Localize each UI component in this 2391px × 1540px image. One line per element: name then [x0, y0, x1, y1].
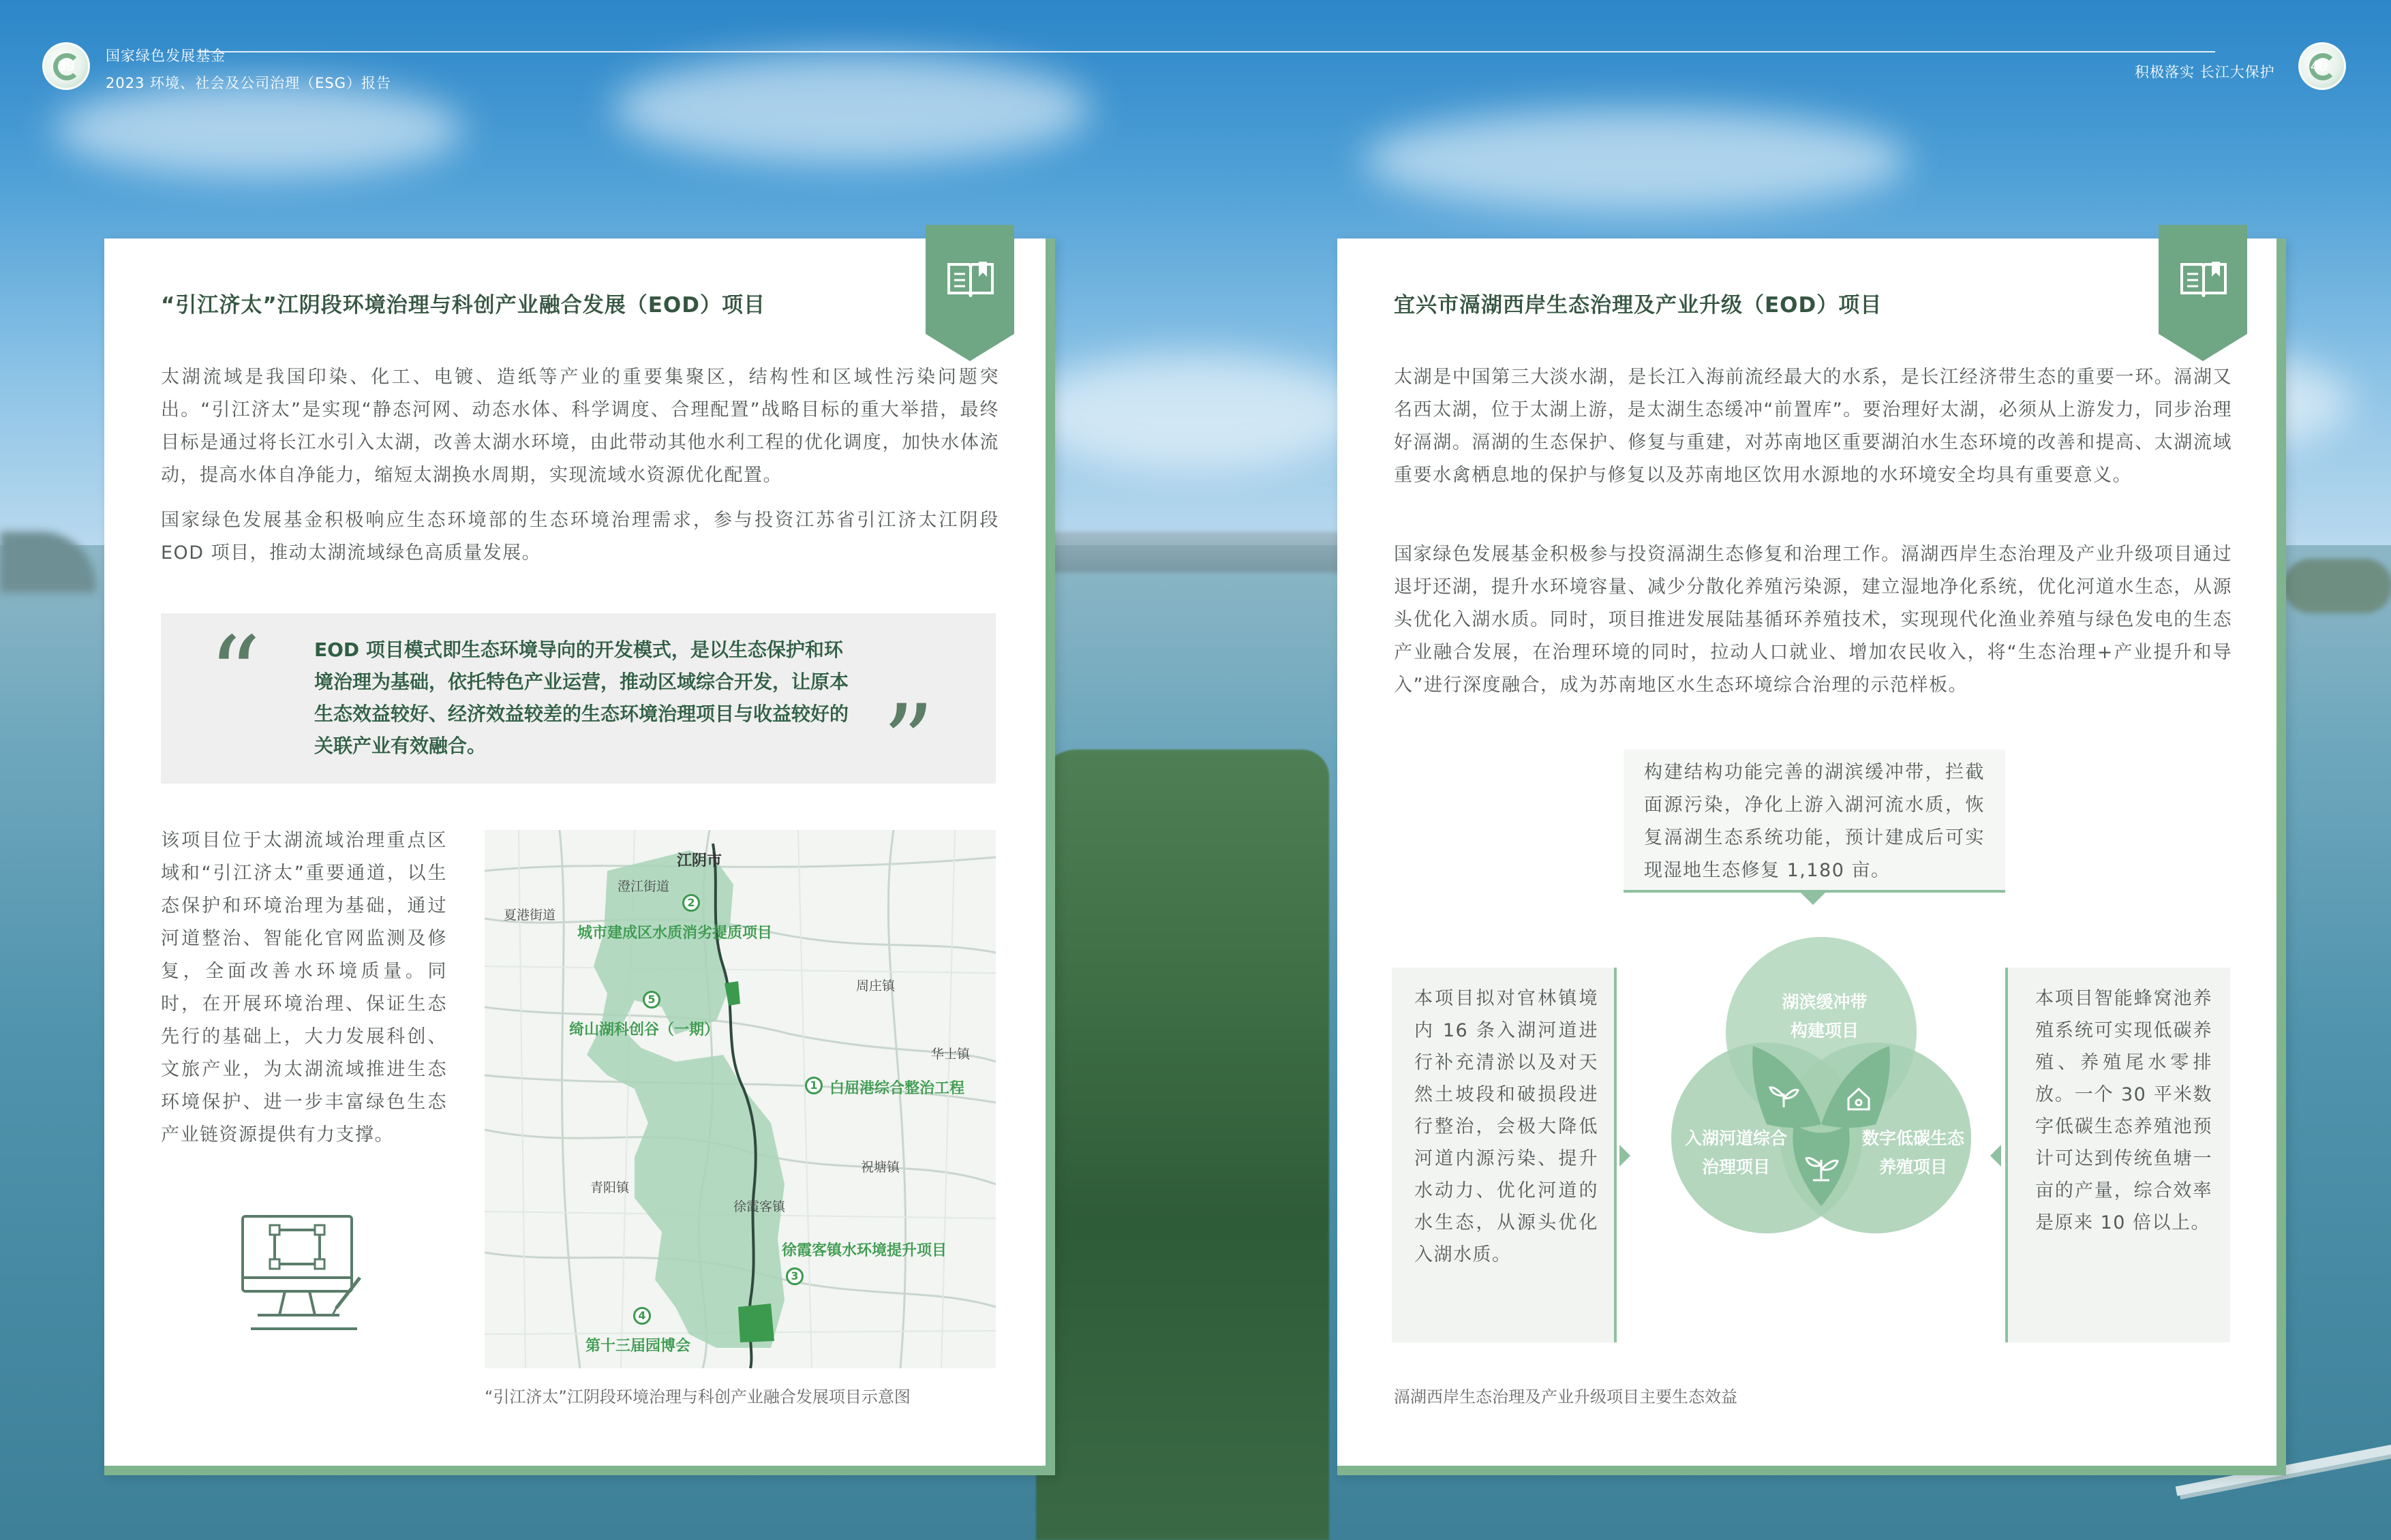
cloud	[1022, 354, 1363, 470]
paragraph: 太湖流域是我国印染、化工、电镀、造纸等产业的重要集聚区，结构性和区域性污染问题突出。“引江济太”是实现“静态河网、动态水体、科学调度、合理配置”战略目标的重大举措，最终目标是通过将长江水引入太湖，改善太湖水环境，由此带动其他水利工程的优化调度，加快水体流动，提高水体自净能力，缩短太湖换水周期，实现流域水资源优化配置。	[161, 367, 999, 486]
benefit-callout-right	[2005, 968, 2230, 1342]
quote-text: EOD 项目模式即生态环境导向的开发模式，是以生态保护和环境治理为基础，依托特色产业运营，推动区域综合开发，让原本生态效益较好、经济效益较差的生态环境治理项目与收益较好的关联产业有效融合。	[314, 638, 849, 757]
case-title: 宜兴市滆湖西岸生态治理及产业升级（EOD）项目	[1394, 293, 1883, 318]
paragraph: 该项目位于太湖流域治理重点区域和“引江济太”重要通道，以生态保护和环境治理为基础，通过河道整治、智能化官网监测及修复，全面改善水环境质量。同时，在开展环境治理、保证生态先行的基础上，大力发展科创、文旅产业，为太湖流域推进生态环境保护、进一步丰富绿色生态产业链资源提供有力支撑。	[161, 830, 447, 1145]
map-base	[485, 830, 996, 1368]
header-org-name: 国家绿色发展基金	[106, 48, 226, 64]
callout-text: 本项目拟对官林镇境内 16 条入湖河道进行补充清淤以及对天然土坡段和破损段进行整治，会极大降低河道内源污染、提升水动力、优化河道的水生态，从源头优化入湖水质。	[1414, 988, 1598, 1265]
map-project-label: 绮山湖科创谷（一期）	[569, 1021, 720, 1038]
venn-label-left: 入湖河道综合治理项目	[1684, 1128, 1787, 1177]
cloud	[55, 82, 463, 177]
venn-diagram	[1637, 920, 2005, 1274]
venn-label-right: 数字低碳生态养殖项目	[1861, 1128, 1964, 1177]
book-icon	[946, 259, 995, 297]
map-town-label: 徐霞客镇	[733, 1199, 786, 1214]
open-quote-icon: “	[209, 615, 261, 734]
callout-pointer	[1801, 893, 1825, 905]
book-icon	[2179, 259, 2228, 297]
close-quote-icon: ”	[882, 683, 934, 802]
project-map	[485, 830, 996, 1368]
map-town-label: 祝塘镇	[861, 1160, 900, 1175]
callout-text: 构建结构功能完善的湖滨缓冲带，拦截面源污染，净化上游入湖河流水质，恢复滆湖生态系统功能，预计建成后可实现湿地生态修复 1,180 亩。	[1644, 762, 1985, 881]
map-marker: 3	[786, 1267, 804, 1285]
venn-label-top: 湖滨缓冲带构建项目	[1782, 992, 1868, 1041]
map-marker: 2	[682, 894, 700, 912]
map-marker: 4	[633, 1307, 651, 1325]
map-marker: 5	[643, 991, 660, 1008]
case-title: “引江济太”江阴段环境治理与科创产业融合发展（EOD）项目	[161, 293, 766, 318]
left-case-panel	[104, 238, 1055, 1475]
forest-peninsula	[1036, 750, 1329, 1540]
right-page-number: 40	[2311, 57, 2328, 74]
cloud	[613, 55, 1091, 164]
benefit-callout-left	[1392, 968, 1617, 1342]
case-tag	[2159, 225, 2247, 334]
map-town-label: 青阳镇	[590, 1180, 630, 1195]
distant-city	[1022, 532, 1377, 572]
header-report-name: 2023 环境、社会及公司治理（ESG）报告	[106, 75, 391, 91]
map-marker: 1	[805, 1077, 823, 1094]
quote-box	[161, 613, 996, 802]
paragraph: 国家绿色发展基金积极参与投资滆湖生态修复和治理工作。滆湖西岸生态治理及产业升级项目通过退圩还湖，提升水环境容量、减少分散化养殖污染源，建立湿地净化系统，优化河道水生态，从源头优化入湖水质。同时，项目推进发展陆基循环养殖技术，实现现代化渔业养殖与绿色发电的生态产业融合发展，在治理环境的同时，拉动人口就业、增加农民收入，将“生态治理+产业提升和导入”进行深度融合，成为苏南地区水生态环境综合治理的示范样板。	[1394, 544, 2232, 696]
map-town-label: 周庄镇	[856, 979, 896, 994]
cloud	[1363, 109, 1908, 211]
header-rule	[198, 51, 2215, 52]
left-page-number: 39	[58, 57, 75, 74]
map-project-label: 城市建成区水质消劣提质项目	[577, 925, 773, 942]
benefit-callout-top	[1624, 750, 2005, 893]
callout-text: 本项目智能蜂窝池养殖系统可实现低碳养殖、养殖尾水零排放。一个 30 平米数字低碳生态养殖池预计可达到传统鱼塘一亩的产量，综合效率是原来 10 倍以上。	[2035, 988, 2212, 1233]
paragraph: 国家绿色发展基金积极响应生态环境部的生态环境治理需求，参与投资江苏省引江济太江阴段EOD 项目，推动太湖流域绿色高质量发展。	[161, 510, 999, 564]
venn-caption: 滆湖西岸生态治理及产业升级项目主要生态效益	[1394, 1387, 1737, 1406]
right-case-panel	[1337, 238, 2286, 1475]
header-section-name: 积极落实 长江大保护	[2135, 64, 2275, 80]
map-town-label: 夏港街道	[504, 908, 556, 923]
case-tag	[926, 225, 1014, 334]
map-town-label: 华士镇	[931, 1047, 971, 1062]
paragraph: 太湖是中国第三大淡水湖，是长江入海前流经最大的水系，是长江经济带生态的重要一环。滆湖又名西太湖，位于太湖上游，是太湖生态缓冲“前置库”。要治理好太湖，必须从上游发力，同步治理好滆湖。滆湖的生态保护、修复与重建，对苏南地区重要湖泊水生态环境的改善和提高、太湖流域重要水禽栖息地的保护与修复以及苏南地区饮用水源地的水环境安全均具有重要意义。	[1394, 367, 2232, 486]
map-project-label: 第十三届园博会	[585, 1338, 691, 1355]
map-caption: “引江济太”江阴段环境治理与科创产业融合发展项目示意图	[485, 1387, 911, 1406]
callout-pointer	[1619, 1145, 1630, 1167]
distant-shore	[2283, 559, 2391, 613]
map-project-label: 白屈港综合整治工程	[829, 1080, 965, 1097]
map-town-label: 澄江街道	[618, 879, 670, 894]
map-town-label: 江阴市	[677, 852, 722, 869]
map-project-label: 徐霞客镇水环境提升项目	[782, 1242, 947, 1259]
computer-design-icon	[237, 1213, 367, 1336]
